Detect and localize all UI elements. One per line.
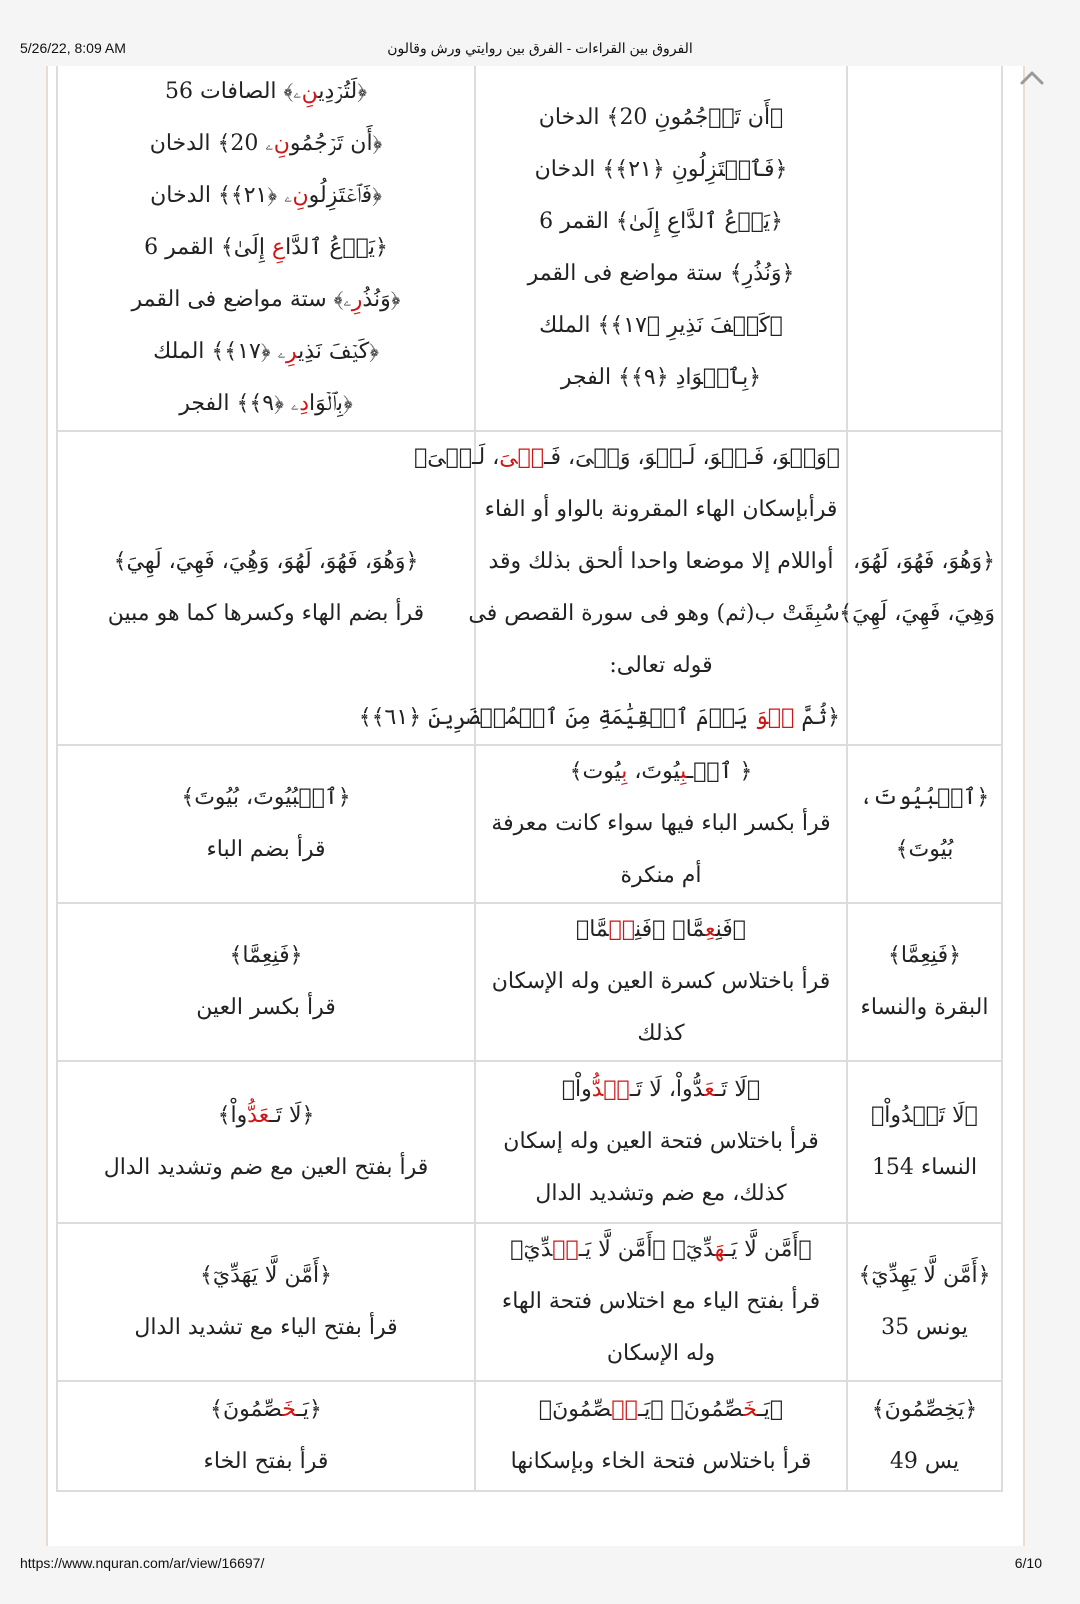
qalun-cell — [57, 903, 475, 1061]
highlighted-letter: نِ — [292, 183, 309, 208]
qalun-text: قرأ بفتح الخاء — [203, 1449, 329, 1474]
quran-word: يس 49 — [889, 1449, 960, 1474]
qalun-reading — [64, 378, 468, 430]
quran-word: النساء 154 — [871, 1155, 978, 1180]
qalun-text: ﴿وَهُوَ، فَهُوَ، لَهُوَ، وَهُِيَ، فَهِيَ، لَهِيَ﴾ — [113, 549, 419, 574]
warsh-example — [358, 692, 840, 744]
page-number: 6/10 — [1014, 1555, 1042, 1571]
highlighted-letter: عۡدُّ — [591, 1077, 630, 1102]
highlighted-letter: هۡ — [552, 1237, 579, 1262]
warsh-text: قرأبإسكان الهاء المقرونة بالواو أو الفاء — [484, 497, 838, 522]
word-cell — [847, 1223, 1002, 1381]
qalun-reading — [64, 1384, 468, 1436]
warsh-text: ﴿أَن تَرۡجُمُونِ 20﴾ الدخان — [538, 105, 784, 130]
text-segment: ﴿فَٱعۡتَزِلُو — [308, 183, 382, 208]
qalun-reading — [64, 274, 468, 326]
table-row — [57, 745, 1002, 903]
word-cell — [847, 745, 1002, 903]
highlighted-letter: عَ — [704, 1077, 715, 1102]
qalun-cell — [57, 1061, 475, 1223]
text-segment: ﴿لَتُرۡدِي — [318, 79, 367, 104]
text-segment: ﴿ثُمَّ — [794, 705, 840, 730]
text-segment: ﴿كَيۡفَ نَذِي — [298, 339, 379, 364]
warsh-reading — [482, 904, 840, 956]
comparison-table — [56, 66, 1003, 1492]
warsh-text: وله الإسكان — [606, 1341, 716, 1366]
text-segment: دِّيٓ﴾ — [510, 1237, 553, 1262]
highlighted-letter: بِ — [621, 759, 628, 784]
warsh-reading — [482, 1384, 840, 1436]
qalun-reading — [64, 222, 468, 274]
highlighted-letter: عِ — [271, 235, 286, 260]
text-segment: ﴿بِٱلۡوَا — [308, 391, 353, 416]
text-segment: ۦ ﴿١٧﴾﴾ الملك — [153, 339, 286, 364]
warsh-reading — [482, 1064, 840, 1116]
table-row — [57, 1223, 1002, 1381]
highlighted-letter: عۡ — [608, 917, 636, 942]
quran-word: ﴿فَنِعِمَّا﴾ — [888, 943, 961, 968]
highlighted-letter: عَدُّ — [247, 1103, 270, 1128]
table-row — [57, 66, 1002, 431]
warsh-cell — [358, 431, 847, 745]
qalun-reading — [64, 326, 468, 378]
warsh-text: أواللام إلا موضعا واحدا ألحق بذلك وقد — [488, 549, 834, 574]
quran-word: ﴿أَمَّن لَّا يَهِدِّيٓ﴾ — [858, 1263, 991, 1288]
table-row — [57, 1061, 1002, 1223]
warsh-text: ﴿كَيۡفَ نَذِيرِ ﴿١٧﴾﴾ الملك — [539, 313, 783, 338]
qalun-text: قرأ بضم الباء — [206, 837, 326, 862]
warsh-text: كذلك، مع ضم وتشديد الدال — [535, 1181, 787, 1206]
quran-word: ﴿وَهُوَ، فَهُوَ، لَهُوَ، — [852, 549, 995, 574]
text-segment: مَّا﴾ ﴿فَنِ — [635, 917, 706, 942]
qalun-text: قرأ بفتح العين مع ضم وتشديد الدال — [103, 1155, 429, 1180]
text-segment: صِّمُونَ﴾ — [538, 1397, 612, 1422]
highlighted-letter: خَ — [743, 1397, 758, 1422]
word-cell — [847, 1381, 1002, 1491]
text-segment: ﴿يَدۡعُ ٱلدَّا — [285, 235, 388, 260]
qalun-text: ﴿أَمَّن لَّا يَهَدِّيٓ﴾ — [200, 1263, 332, 1288]
qalun-text: قرأ بكسر العين — [196, 995, 336, 1020]
print-datetime: 5/26/22, 8:09 AM — [20, 40, 126, 56]
warsh-text: قرأ باختلاس فتحة الخاء وبإسكانها — [510, 1449, 812, 1474]
qalun-reading — [64, 118, 468, 170]
word-cell — [847, 1061, 1002, 1223]
highlighted-letter: خۡ — [611, 1397, 638, 1422]
text-segment: ﴿وَهۡوَ، فَـهۡوَ، لَـهۡوَ، وَهۡىَ، فَـ — [544, 445, 840, 470]
text-segment: ۦ﴾ الصافات 56 — [165, 79, 302, 104]
quran-word: وَهِيَ، فَهِيَ، لَهِيَ﴾ — [839, 601, 995, 626]
highlighted-letter: دِ — [299, 391, 309, 416]
text-segment: ﴿ ٱلۡـ — [686, 759, 753, 784]
text-segment: ۦ ﴿٢١﴾﴾ الدخان — [150, 183, 293, 208]
text-segment: ﴿أَمَّن لَّا يَـ — [724, 1237, 812, 1262]
quran-word: ﴿لَا تَعۡدُواْ﴾ — [871, 1103, 978, 1128]
warsh-text: قرأ بكسر الباء فيها سواء كانت معرفة — [491, 811, 831, 836]
warsh-reading — [482, 746, 840, 798]
text-segment: ﴿وَنُذُ — [362, 287, 401, 312]
warsh-text: قرأ باختلاس كسرة العين وله الإسكان — [491, 969, 831, 994]
qalun-cell — [57, 745, 475, 903]
warsh-cell — [475, 1061, 847, 1223]
page-url: https://www.nquran.com/ar/view/16697/ — [20, 1555, 265, 1571]
text-segment: إِلَىٰ﴾ القمر 6 — [144, 235, 272, 260]
warsh-text: كذلك — [637, 1021, 685, 1046]
document-title: الفروق بين القراءات - الفرق بين روايتي ورش وقالون — [387, 40, 693, 56]
warsh-text: أم منكرة — [620, 863, 702, 888]
highlighted-letter: هَ — [714, 1237, 725, 1262]
qalun-text: قرأ بفتح الياء مع تشديد الدال — [134, 1315, 398, 1340]
highlighted-letter: نِ — [301, 79, 319, 104]
text-segment: واْ﴾ — [217, 1103, 248, 1128]
qalun-reading — [64, 66, 468, 118]
text-segment: ﴿فَنِ — [715, 917, 746, 942]
text-segment: ، لَـهۡىَ﴾ — [414, 445, 500, 470]
warsh-text: ﴿وَنُذُرِ﴾ ستة مواضع فى القمر — [527, 261, 795, 286]
text-segment: ﴿لَا تَـ — [714, 1077, 761, 1102]
text-segment: يُوتَ، — [627, 759, 681, 784]
qalun-cell — [57, 1381, 475, 1491]
warsh-cell — [475, 903, 847, 1061]
text-segment: ۦ﴾ ستة مواضع فى القمر — [131, 287, 352, 312]
quran-word: البقرة والنساء — [860, 995, 989, 1020]
table-row — [57, 1381, 1002, 1491]
warsh-cell — [475, 745, 847, 903]
text-segment: ﴿يَـ — [757, 1397, 784, 1422]
text-segment: صِّمُونَ﴾ ﴿يَـ — [637, 1397, 744, 1422]
warsh-text: سُبِقَتْ ب(ثم) وهو فى سورة القصص فى — [468, 601, 840, 626]
text-segment: ﴿يَـ — [296, 1397, 322, 1422]
highlighted-letter: رِ — [351, 287, 363, 312]
qalun-text: قرأ بضم الهاء وكسرها كما هو مبين — [107, 601, 425, 626]
qalun-text: ﴿فَنِعِمَّا﴾ — [229, 943, 303, 968]
text-segment: ﴿لَا تَـ — [269, 1103, 315, 1128]
text-segment: ۦ 20﴾ الدخان — [149, 131, 274, 156]
text-segment: ۦ ﴿٩﴾﴾ الفجر — [179, 391, 300, 416]
warsh-text: ﴿فَٱعۡتَزِلُونِ ﴿٢١﴾﴾ الدخان — [534, 157, 788, 182]
quran-word: يونس 35 — [881, 1315, 968, 1340]
highlighted-letter: خَ — [282, 1397, 297, 1422]
quran-word: بُيُوتَ﴾ — [895, 837, 954, 862]
text-segment: صِّمُونَ﴾ — [210, 1397, 283, 1422]
qalun-text: ﴿ٱلۡبُيُوتَ، بُيُوتَ﴾ — [181, 785, 351, 810]
word-cell — [839, 431, 1002, 745]
warsh-reading — [414, 432, 840, 484]
qalun-cell — [57, 1223, 475, 1381]
quran-word: ﴿ٱلۡبُيُوتَ، — [859, 785, 990, 810]
scroll-up-button[interactable] — [1012, 58, 1052, 98]
qalun-reading — [64, 170, 468, 222]
warsh-reading — [482, 1224, 840, 1276]
content-sheet — [46, 66, 1025, 1546]
word-cell — [847, 903, 1002, 1061]
warsh-cell — [475, 1381, 847, 1491]
text-segment: مَّا﴾ — [576, 917, 609, 942]
table-row — [57, 431, 1002, 745]
text-segment: دِّيٓ﴾ ﴿أَمَّن لَّا يَـ — [578, 1237, 715, 1262]
chevron-up-icon — [1012, 58, 1052, 98]
warsh-cell — [475, 1223, 847, 1381]
warsh-text: قرأ بفتح الياء مع اختلاس فتحة الهاء — [501, 1289, 821, 1314]
highlighted-letter: رِ — [285, 339, 299, 364]
text-segment: واْ﴾ — [561, 1077, 592, 1102]
quran-word: ﴿يَخِصِّمُونَ﴾ — [871, 1397, 978, 1422]
warsh-text: ﴿يَدۡعُ ٱلدَّاعِ إِلَىٰ﴾ القمر 6 — [539, 209, 783, 234]
warsh-text: قرأ باختلاس فتحة العين وله إسكان — [503, 1129, 819, 1154]
qalun-cell — [57, 66, 475, 431]
warsh-text: ﴿بِٱلۡوَادِ ﴿٩﴾﴾ الفجر — [560, 365, 762, 390]
highlighted-letter: بِ — [680, 759, 687, 784]
highlighted-letter: هۡوَ — [755, 705, 795, 730]
highlighted-letter: هۡىَ — [499, 445, 545, 470]
text-segment: يَوۡمَ ٱلۡقِيَٰمَةِ مِنَ ٱلۡمُحۡضَرِينَ ﴿٦١﴾﴾ — [358, 705, 756, 730]
table-row — [57, 903, 1002, 1061]
highlighted-letter: عِ — [705, 917, 716, 942]
qalun-reading — [64, 1090, 468, 1142]
warsh-cell — [475, 66, 847, 431]
highlighted-letter: نِ — [273, 131, 290, 156]
text-segment: يُوت﴾ — [569, 759, 622, 784]
word-cell — [847, 66, 1002, 431]
text-segment: ﴿أَن تَرۡجُمُو — [289, 131, 383, 156]
text-segment: دُّواْ، لَا تَـ — [629, 1077, 705, 1102]
warsh-text: قوله تعالى: — [609, 653, 713, 678]
